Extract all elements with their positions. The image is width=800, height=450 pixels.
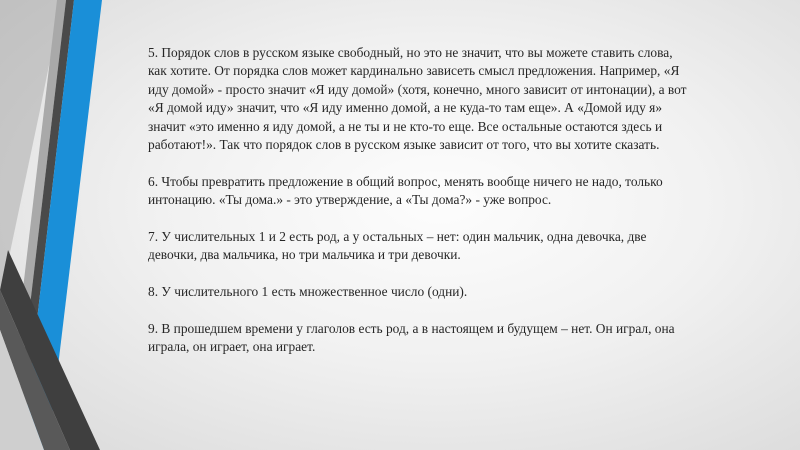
paragraph-numeral-plural: 8. У числительного 1 есть множественное число (одни). bbox=[148, 284, 468, 300]
paragraph-numeral-gender: 7. У числительных 1 и 2 есть род, а у остальных – нет: один мальчик, одна девочка, две девочки, два мальчика, но три мальчика и три девочки. bbox=[148, 229, 647, 263]
slide-text bbox=[148, 44, 688, 375]
paragraph-verb-gender: 9. В прошедшем времени у глаголов есть род, а в настоящем и будущем – нет. Он играл, она играла, он играет, она играет. bbox=[148, 321, 675, 355]
paragraph-word-order: 5. Порядок слов в русском языке свободный, но это не значит, что вы можете ставить слова, как хотите. От порядка слов может кардинально зависеть смысл предложения. Например, «Я иду домой» - просто значит «Я иду домой» (хотя, конечно, много зависит от интонации), а вот «Я домой иду» значит, что «Я иду именно домой, а не куда-то там еще». А «Домой иду я» значит «это именно я иду домой, а не ты и не кто-то еще. Все остальные остаются здесь и работают!». Так что порядок слов в русском языке зависит от того, что вы хотите сказать. bbox=[148, 45, 687, 153]
paragraph-questions: 6. Чтобы превратить предложение в общий вопрос, менять вообще ничего не надо, только интонацию. «Ты дома.» - это утверждение, а «Ты дома?» - уже вопрос. bbox=[148, 173, 663, 208]
